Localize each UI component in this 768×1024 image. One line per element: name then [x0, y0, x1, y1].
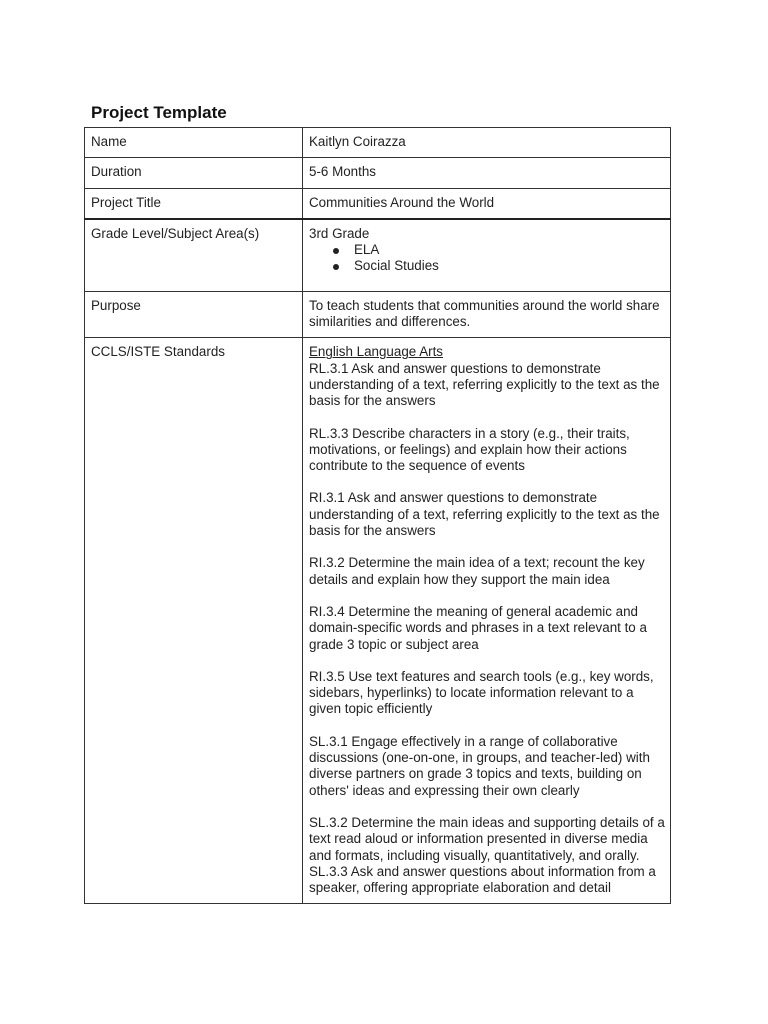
duration-label: Duration [85, 158, 303, 188]
grade-level-label: Grade Level/Subject Area(s) [85, 219, 303, 291]
purpose-label: Purpose [85, 291, 303, 338]
purpose-value: To teach students that communities around the world share similarities and differences. [303, 291, 671, 338]
table-row-standards [85, 338, 671, 904]
standard-item: RL.3.3 Describe characters in a story (e.g., their traits, motivations, or feelings) and explain how their actions contribute to the sequence of events [309, 425, 630, 474]
table-row-project-title [85, 188, 671, 219]
name-value: Kaitlyn Coirazza [303, 128, 671, 158]
table-row-duration [85, 158, 671, 188]
standard-item: RI.3.4 Determine the meaning of general academic and domain-specific words and phrases in a text relevant to a grade 3 topic or subject area [309, 603, 647, 652]
subject-list [309, 242, 665, 275]
standard-item: SL.3.3 Ask and answer questions about information from a speaker, offering appropriate elaboration and detail [309, 863, 656, 896]
table-row-grade-level [85, 219, 671, 291]
standard-item: SL.3.1 Engage effectively in a range of collaborative discussions (one-on-one, in groups, and teacher-led) with diverse partners on grade 3 topics and texts, building on others' ideas and expressing their own clearly [309, 733, 650, 798]
project-title-label: Project Title [85, 188, 303, 219]
project-template-table [84, 127, 671, 904]
standard-item: RI.3.2 Determine the main idea of a text; recount the key details and explain how they support the main idea [309, 555, 645, 587]
duration-value: 5-6 Months [303, 158, 671, 188]
subject-list-item: ELA [329, 242, 665, 258]
project-title-value: Communities Around the World [303, 188, 671, 219]
grade-level-cell [303, 219, 671, 291]
standard-item: RI.3.1 Ask and answer questions to demonstrate understanding of a text, referring explicitly to the text as the basis for the answers [309, 490, 660, 539]
name-label: Name [85, 128, 303, 158]
standards-cell [303, 338, 671, 904]
table-row-purpose [85, 291, 671, 338]
table-row-name [85, 128, 671, 158]
document-title: Project Template [91, 103, 227, 122]
subject-list-item: Social Studies [329, 258, 665, 274]
standard-item: SL.3.2 Determine the main ideas and supporting details of a text read aloud or information presented in diverse media and formats, including visually, quantitatively, and orally. [309, 814, 665, 863]
standards-heading: English Language Arts [309, 344, 444, 360]
standards-label: CCLS/ISTE Standards [85, 338, 303, 904]
grade-value: 3rd Grade [309, 225, 370, 241]
standard-item: RI.3.5 Use text features and search tools (e.g., key words, sidebars, hyperlinks) to locate information relevant to a given topic efficiently [309, 668, 654, 717]
standard-item: RL.3.1 Ask and answer questions to demonstrate understanding of a text, referring explicitly to the text as the basis for the answers [309, 360, 660, 409]
